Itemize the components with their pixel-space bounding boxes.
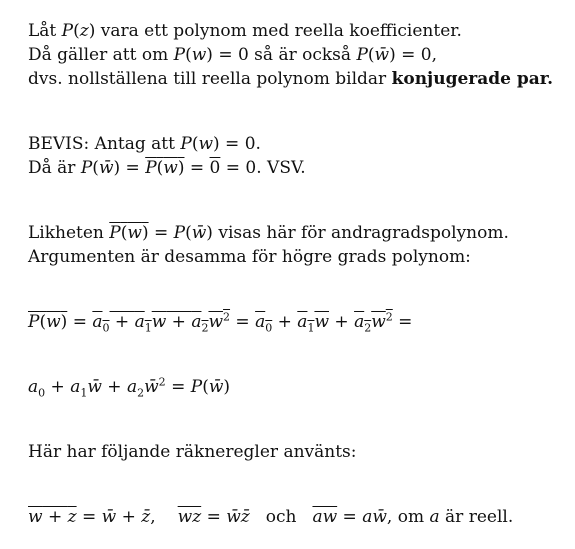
math-pwbar-eq0: P (356, 45, 368, 65)
explain-line-1: Likheten P(w) = P(w̄) visas här för andragradspolynom. (28, 223, 509, 243)
text: Då är (28, 158, 81, 178)
rule-scalar: $\overline{aw}$ (312, 507, 338, 527)
proof-line-1: BEVIS: Antag att P(w) = 0. (28, 134, 261, 154)
math-pz: P (61, 21, 74, 41)
text: . (255, 134, 261, 154)
text: . VSV. (256, 158, 306, 178)
intro-line-3 (28, 68, 553, 90)
explain-line-2: Argumenten är desamma för högre grads polynom: (28, 247, 471, 267)
text: dvs. nollställena till reella polynom bildar (28, 69, 392, 89)
text: Då gäller att om (28, 45, 174, 65)
text: är reell. (439, 507, 514, 527)
text: Låt (28, 21, 62, 41)
intro-line-2: Då gäller att om P(w) = 0 så är också P(w̄) = 0, (28, 45, 437, 65)
rules-intro: Här har följande räkneregler använts: (28, 442, 357, 462)
rules-line: w + z = w̄ + z̄, $\overline{wz}$ = w̄z̄ och $\overline{aw}$ = aw̄, om a är reell. (28, 507, 514, 527)
equation-result: $a_0$ + $a_1w̄$ + $a_2w̄^2$ = P(w̄) (28, 375, 231, 400)
math-identity: P(w) (109, 223, 149, 243)
proof-line-2: Då är P(w̄) = P(w) = 0 = 0. VSV. (28, 158, 306, 178)
text: och (265, 507, 297, 527)
text: , (431, 45, 437, 65)
text: så är också (248, 45, 357, 65)
math-pw: P (180, 134, 192, 154)
equation-expansion: $P(w) = a_0 + a_1w + a_2w^2 = a_0 + a_1w + a_2w^2$ = (28, 310, 413, 335)
text: Likheten (28, 223, 110, 243)
rule-product: $\overline{wz}$ (177, 507, 202, 527)
text: vara ett polynom med reella koefficienter. (95, 21, 462, 41)
text: visas här för andragradspolynom. (212, 223, 509, 243)
text: , om (386, 507, 430, 527)
intro-line-1: Låt P(z) vara ett polynom med reella koefficienter. (28, 21, 462, 41)
bold-term: konjugerade par. (391, 69, 554, 89)
math-pw-eq0: P (173, 45, 186, 65)
text: BEVIS: Antag att (28, 134, 181, 154)
rule-sum: w + z (28, 507, 77, 527)
math-chain: P (80, 158, 93, 178)
